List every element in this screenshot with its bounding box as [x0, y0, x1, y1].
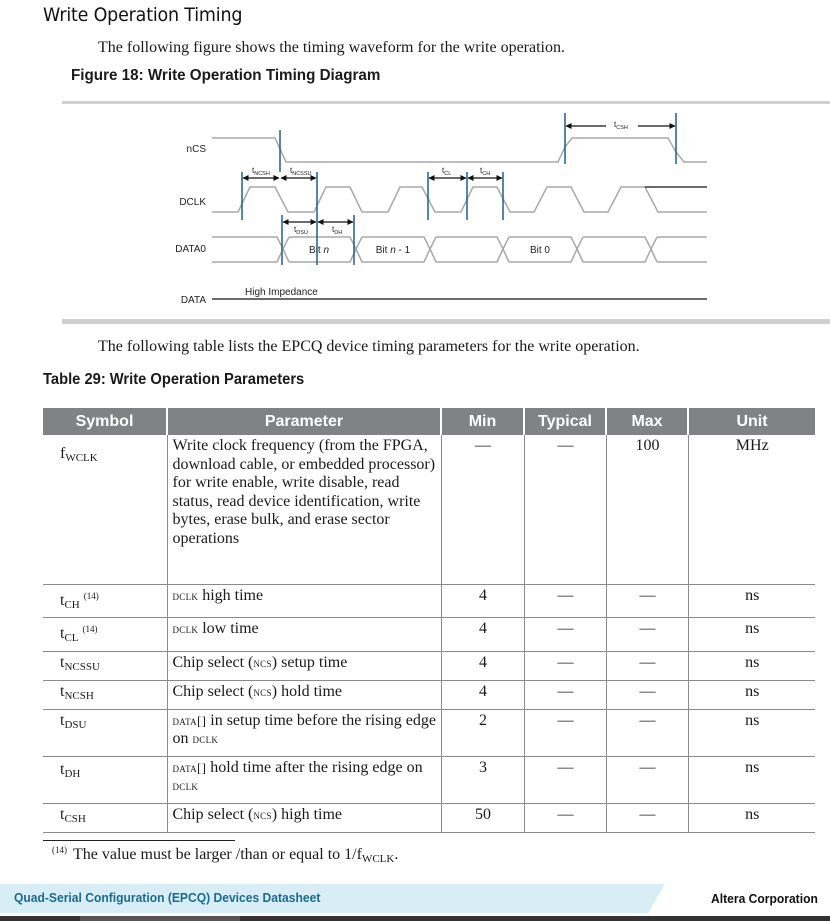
max-cell: — [606, 618, 688, 652]
figure-intro-text: The following figure shows the timing waveform for the write operation. [98, 39, 565, 56]
footnote-ref[interactable]: (14) [82, 624, 98, 634]
footnote-divider [43, 840, 235, 841]
label-tncsh: $t_{NCSH}$ [252, 166, 270, 177]
typical-cell: — [524, 709, 606, 756]
typical-cell: — [524, 680, 606, 709]
label-tcsh: $t_{CSH}$ [614, 120, 628, 131]
label-tcl: $t_{CL}$ [442, 166, 452, 177]
parameter-cell: Write clock frequency (from the FPGA, download cable, or embedded processor) for write enable, write disable, read status, read device identification, write bytes, erase bulk, and erase sector operations [167, 435, 441, 584]
label-tch: $t_{CH}$ [480, 166, 491, 177]
footer-document-title[interactable]: Quad-Serial Configuration (EPCQ) Devices Datasheet [14, 890, 321, 905]
parameter-cell: data[] in setup time before the rising edge on dclk [167, 709, 441, 756]
max-cell: 100 [606, 435, 688, 584]
unit-cell: ns [688, 803, 815, 832]
header-unit: Unit [688, 408, 815, 435]
table-row [43, 651, 815, 680]
min-cell: 3 [441, 756, 524, 803]
timing-markers [242, 113, 676, 265]
bit-n-minus-1-label: Bit n - 1 [375, 245, 411, 256]
max-cell: — [606, 680, 688, 709]
unit-cell: ns [688, 584, 815, 618]
timing-diagram [0, 100, 830, 320]
symbol-cell: $t_{CH}^{(14)}$ [43, 584, 167, 618]
bit-0-label: Bit 0 [529, 245, 551, 256]
min-cell: 4 [441, 584, 524, 618]
symbol-cell: $f_{WCLK}$ [43, 435, 167, 584]
parameter-cell: Chip select (ncs) hold time [167, 680, 441, 709]
figure-bottom-rule [62, 319, 830, 324]
table-row [43, 435, 815, 584]
footer-bar [0, 916, 830, 921]
max-cell: — [606, 584, 688, 618]
parameter-cell: data[] hold time after the rising edge on dclk [167, 756, 441, 803]
parameter-cell: Chip select (ncs) setup time [167, 651, 441, 680]
typical-cell: — [524, 618, 606, 652]
unit-cell: MHz [688, 435, 815, 584]
section-title: Write Operation Timing [43, 4, 243, 26]
table-row [43, 709, 815, 756]
table-header-row [43, 408, 815, 435]
signal-label-dclk: DCLK [179, 197, 206, 208]
table-row [43, 756, 815, 803]
header-max: Max [606, 408, 688, 435]
symbol-cell: $t_{DH}$ [43, 756, 167, 803]
unit-cell: ns [688, 618, 815, 652]
min-cell: 2 [441, 709, 524, 756]
symbol-cell: $t_{CL}^{(14)}$ [43, 618, 167, 652]
header-parameter: Parameter [167, 408, 441, 435]
signal-label-data: DATA [180, 295, 206, 306]
parameter-cell: Chip select (ncs) high time [167, 803, 441, 832]
header-symbol: Symbol [43, 408, 167, 435]
table-intro-text: The following table lists the EPCQ device timing parameters for the write operation. [98, 338, 640, 355]
footnote-mark: (14) [52, 845, 67, 855]
ncs-waveform [212, 138, 707, 162]
max-cell: — [606, 651, 688, 680]
footer-company: Altera Corporation [711, 891, 818, 906]
symbol-cell: $t_{CSH}$ [43, 803, 167, 832]
table-row [43, 680, 815, 709]
bit-n-label: Bit n [308, 245, 330, 256]
max-cell: — [606, 709, 688, 756]
min-cell: 4 [441, 618, 524, 652]
table-row [43, 618, 815, 652]
write-parameters-table [43, 408, 815, 833]
table-row [43, 584, 815, 618]
signal-label-data0: DATA0 [175, 244, 206, 255]
header-typical: Typical [524, 408, 606, 435]
max-cell: — [606, 756, 688, 803]
min-cell: 4 [441, 680, 524, 709]
signal-label-ncs: nCS [186, 144, 206, 155]
unit-cell: ns [688, 651, 815, 680]
data0-bus [212, 237, 707, 262]
footnote-ref[interactable]: (14) [83, 590, 99, 601]
min-cell: 50 [441, 803, 524, 832]
table-caption: Table 29: Write Operation Parameters [43, 371, 305, 388]
label-tncssu: $t_{NCSSU}$ [290, 166, 312, 177]
header-min: Min [441, 408, 524, 435]
typical-cell: — [524, 435, 606, 584]
high-impedance-label: High Impedance [245, 287, 318, 298]
symbol-cell: $t_{DSU}$ [43, 709, 167, 756]
typical-cell: — [524, 803, 606, 832]
parameter-cell: dclk high time [167, 584, 441, 618]
label-tdsu: $t_{DSU}$ [294, 225, 308, 236]
symbol-cell: $t_{NCSSU}$ [43, 651, 167, 680]
unit-cell: ns [688, 709, 815, 756]
min-cell: — [441, 435, 524, 584]
symbol-cell: $t_{NCSH}$ [43, 680, 167, 709]
min-cell: 4 [441, 651, 524, 680]
max-cell: — [606, 803, 688, 832]
unit-cell: ns [688, 680, 815, 709]
footnote-14: $^{(14)}$ The value must be larger /than or equal to $1/f_{WCLK}$. [52, 845, 399, 865]
typical-cell: — [524, 651, 606, 680]
unit-cell: ns [688, 756, 815, 803]
label-tdh: $t_{DH}$ [332, 225, 343, 236]
typical-cell: — [524, 584, 606, 618]
table-row [43, 803, 815, 832]
typical-cell: — [524, 756, 606, 803]
dclk-waveform [212, 187, 707, 212]
parameter-cell: dclk low time [167, 618, 441, 652]
figure-caption: Figure 18: Write Operation Timing Diagram [71, 67, 381, 84]
